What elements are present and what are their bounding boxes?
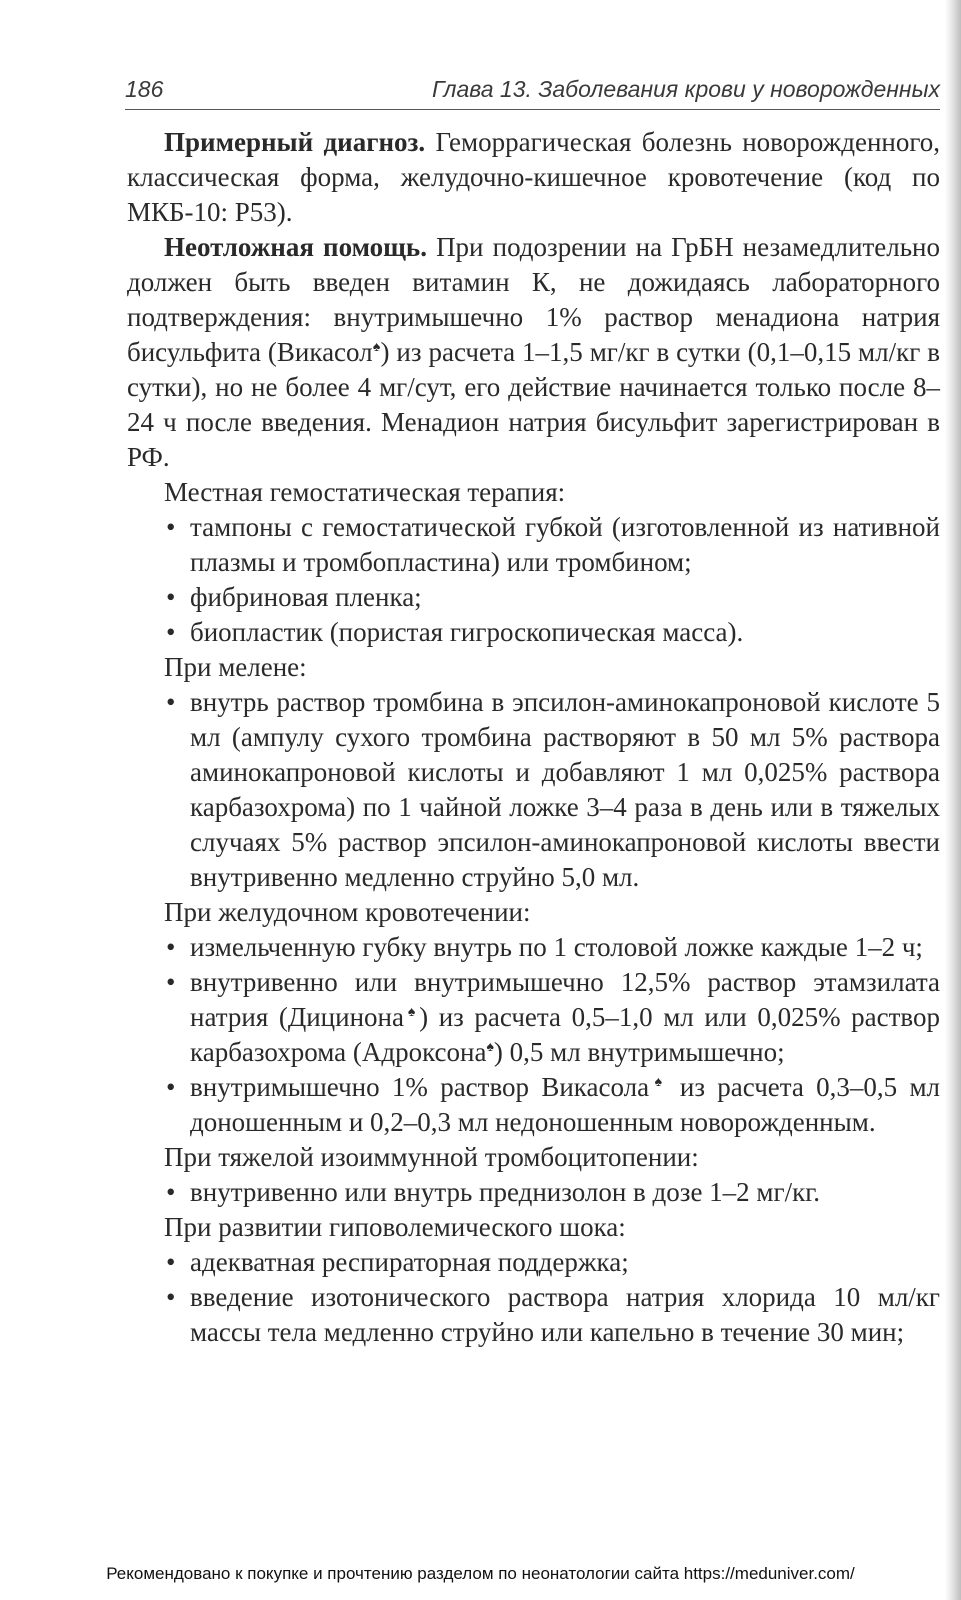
thrombocytopenia-heading: При тяжелой изоиммунной тромбоцитопении:: [164, 1142, 699, 1172]
emergency-text-2: ) из расчета 1–1,5 мг/кг в сутки (0,1–0,15 мл/кг в сутки), но не более 4 мг/сут, его действие начинается только после 8–24 ч после введения. Менадион натрия бисульфит зарегистрирован в РФ.: [127, 337, 940, 472]
registered-mark-icon: ♠: [486, 1040, 494, 1055]
bullet-icon: •: [166, 1177, 176, 1207]
melena-heading: При мелене:: [164, 652, 307, 682]
list-item: • адекватная респираторная поддержка;: [164, 1245, 940, 1280]
registered-mark-icon: ♠: [403, 1005, 420, 1020]
list-item: • фибриновая пленка;: [164, 580, 940, 615]
bullet-icon: •: [166, 1072, 176, 1102]
list-item: • введение изотонического раствора натрия хлорида 10 мл/кг массы тела медленно струйно или капельно в течение 30 мин;: [166, 1282, 940, 1347]
bullet-icon: •: [166, 932, 176, 962]
list-item: • внутрь раствор тромбина в эпсилон-аминокапроновой кислоте 5 мл (ампулу сухого тромбина растворяют в 50 мл 5% раствора аминокапроновой кислоты и добавляют 1 мл 0,025% раствора карбазохрома) по 1 чайной ложке 3–4 раза в день или в тяжелых случаях 5% раствор эпсилон-аминокапроновой кислоты ввести внутривенно медленно струйно 5,0 мл.: [166, 687, 940, 892]
footer-note: Рекомендовано к покупке и прочтению разделом по неонатологии сайта https://meduniver.com/: [106, 1564, 855, 1583]
list-item: • измельченную губку внутрь по 1 столовой ложке каждые 1–2 ч;: [164, 930, 940, 965]
bullet-icon: •: [166, 967, 176, 997]
chapter-title: Глава 13. Заболевания крови у новорожденных: [431, 76, 940, 102]
page-number: 186: [125, 76, 164, 102]
list-item: • внутривенно или внутримышечно 12,5% раствор этамзилата натрия (Дицинона♠) из расчета 0,5–1,0 мл или 0,025% раствор карбазохрома (Адроксона♠) 0,5 мл внутримышечно;: [166, 967, 941, 1067]
running-header: [125, 74, 940, 108]
registered-mark-icon: ♠: [649, 1075, 668, 1090]
page-edge-shadow: [945, 0, 961, 1600]
list-item: • биопластик (пористая гигроскопическая масса).: [164, 615, 940, 650]
list-item: • тампоны с гемостатической губкой (изготовленной из нативной плазмы и тромбопластина) или тромбином;: [166, 512, 940, 577]
gastric-list: [164, 930, 940, 1140]
thrombocytopenia-list: [164, 1175, 940, 1210]
page-body: [127, 125, 941, 1350]
local-therapy-heading: Местная гемостатическая терапия:: [164, 477, 566, 507]
list-item: • внутримышечно 1% раствор Викасола♠ из расчета 0,3–0,5 мл доношенным и 0,2–0,3 мл недоношенным новорожденным.: [166, 1072, 941, 1137]
melena-list: [164, 685, 940, 895]
diagnosis-label: Примерный диагноз.: [164, 127, 426, 157]
bullet-icon: •: [166, 582, 176, 612]
shock-heading: При развитии гиповолемического шока:: [164, 1212, 626, 1242]
emergency-paragraph: [127, 230, 940, 475]
bullet-icon: •: [166, 617, 176, 647]
header-rule: [125, 109, 940, 110]
bullet-icon: •: [166, 687, 176, 717]
gastric-heading: При желудочном кровотечении:: [164, 897, 531, 927]
bullet-icon: •: [166, 1247, 176, 1277]
diagnosis-text: Геморрагическая болезнь новорожденного, классическая форма, желудочно-кишечное кровотечение (код по МКБ-10: P53).: [127, 127, 940, 227]
diagnosis-paragraph: [127, 125, 940, 230]
shock-list: [164, 1245, 940, 1350]
bullet-icon: •: [166, 512, 176, 542]
emergency-text-1: При подозрении на ГрБН незамедлительно должен быть введен витамин К, не дожидаясь лабораторного подтверждения: внутримышечно 1% раствор менадиона натрия бисульфита (Викасол: [127, 232, 940, 367]
bullet-icon: •: [166, 1282, 176, 1312]
list-item: • внутривенно или внутрь преднизолон в дозе 1–2 мг/кг.: [164, 1175, 940, 1210]
local-therapy-list: [164, 510, 940, 650]
emergency-label: Неотложная помощь.: [164, 232, 427, 262]
registered-mark-icon: ♠: [372, 340, 381, 355]
